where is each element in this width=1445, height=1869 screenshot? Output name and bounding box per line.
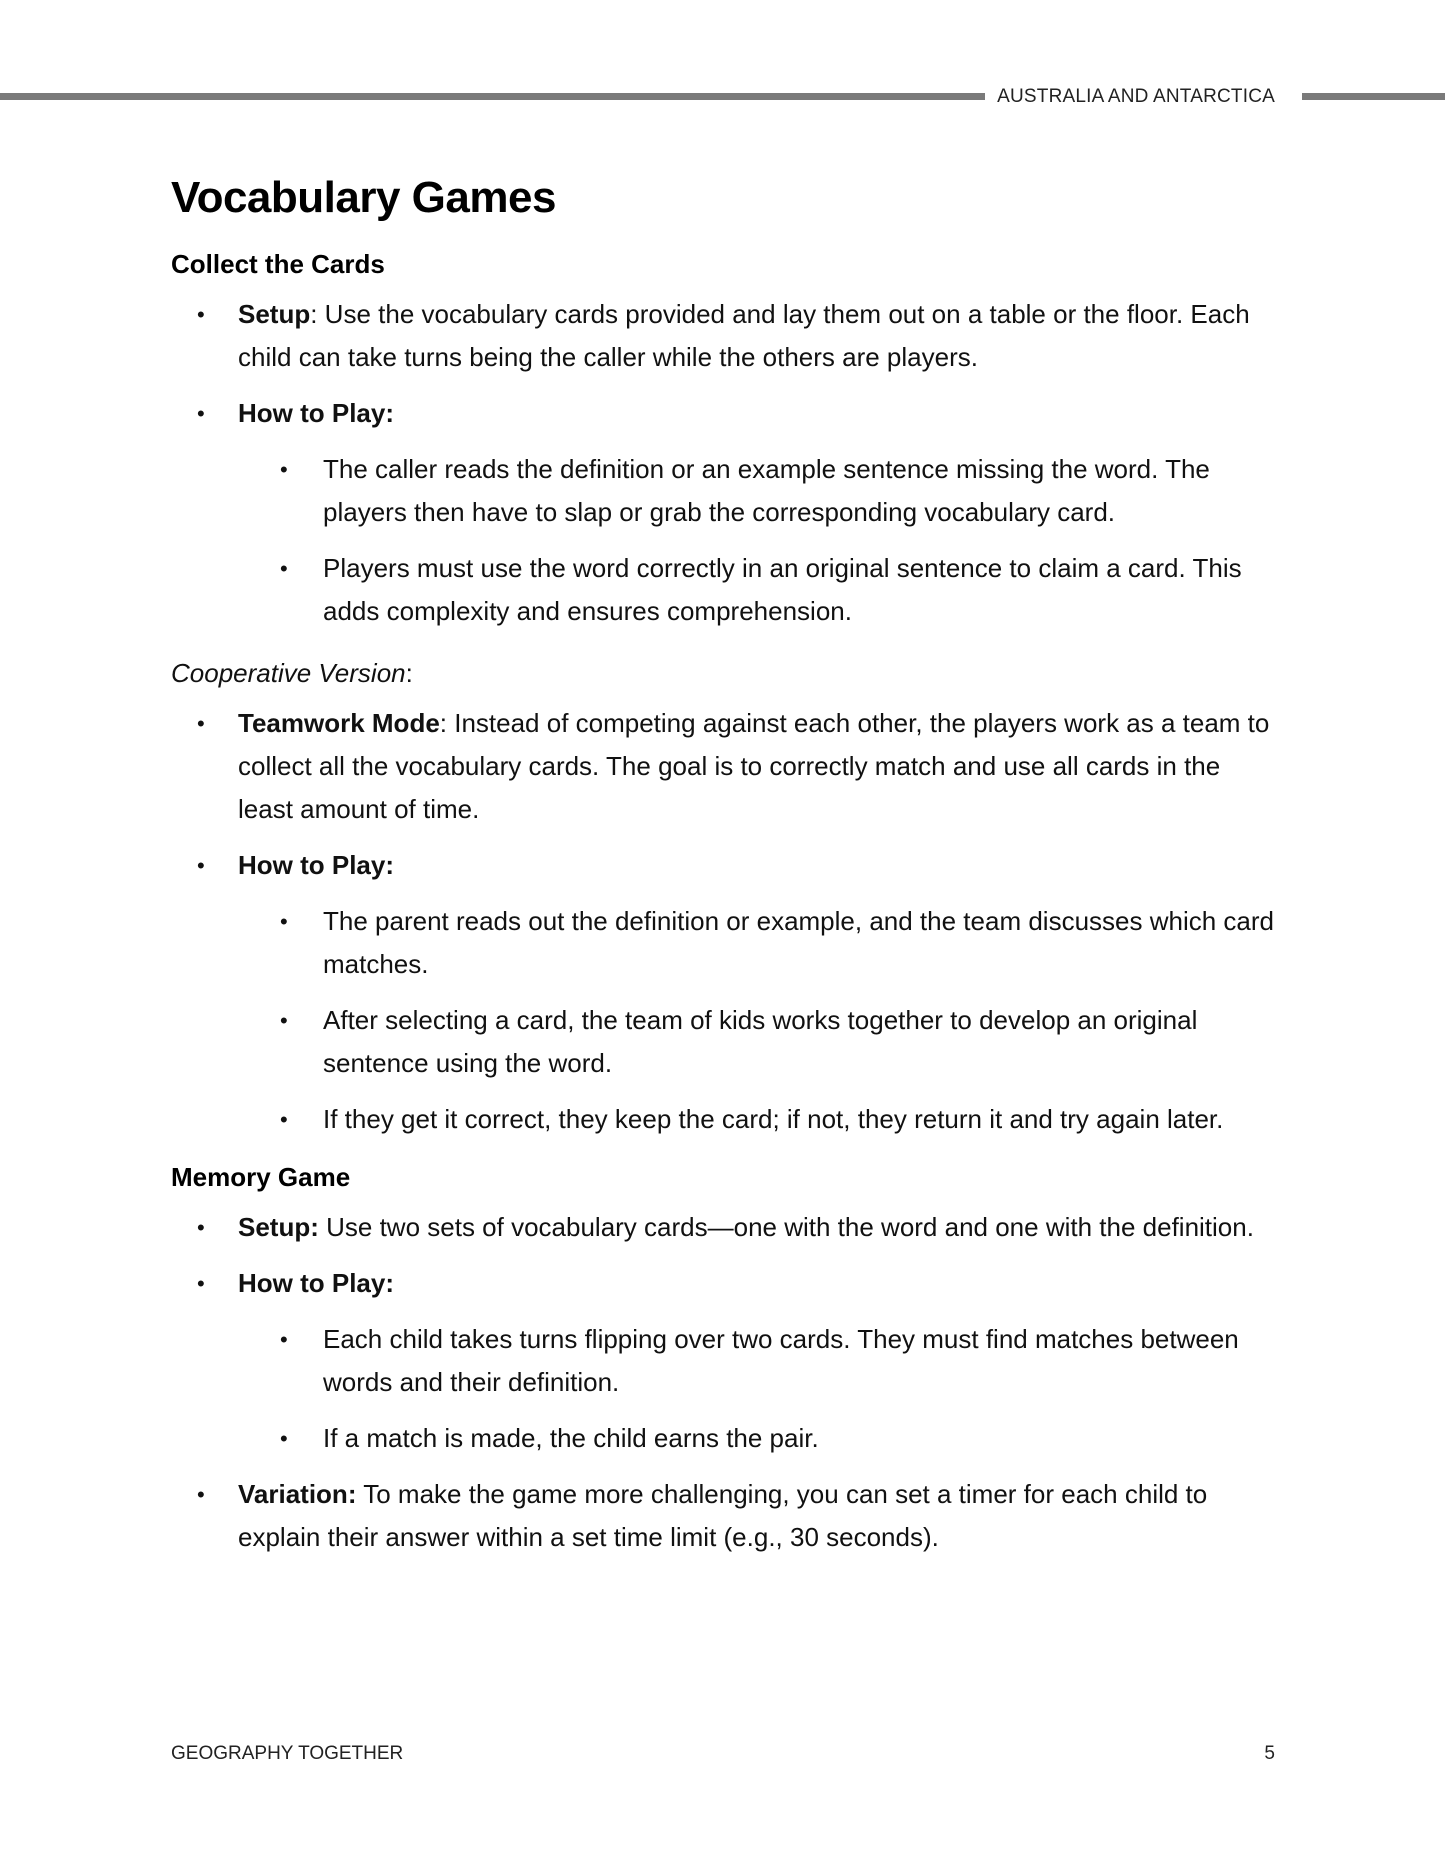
memory-howto-step-text: Each child takes turns flipping over two cards. They must find matches between words and their definition. [323,1324,1239,1397]
header-rule-left [0,93,985,100]
bullet: • [280,1107,288,1132]
header-rule-right [1302,93,1445,100]
bullet: • [280,556,288,581]
footer-page-number: 5 [1264,1743,1275,1764]
coop-howto-step-text: After selecting a card, the team of kids works together to develop an original sentence using the word. [323,1005,1198,1078]
bullet: • [197,711,205,736]
collect-setup-item [171,293,1276,379]
memory-variation-label: Variation: [238,1479,357,1509]
coop-howto-step [171,900,1276,986]
bullet: • [280,457,288,482]
coop-teamwork-item [171,702,1276,831]
bullet: • [197,1271,205,1296]
footer-book-title: GEOGRAPHY TOGETHER [171,1743,404,1764]
header-section-title: AUSTRALIA AND ANTARCTICA [997,86,1275,107]
collect-howto-label: How to Play: [238,398,395,428]
bullet: • [197,1215,205,1240]
coop-howto-step [171,999,1276,1085]
memory-howto-item [171,1262,1276,1305]
bullet: • [280,1327,288,1352]
memory-howto-step [171,1318,1276,1404]
bullet: • [280,1008,288,1033]
memory-setup-item [171,1206,1276,1249]
collect-setup-text: : Use the vocabulary cards provided and lay them out on a table or the floor. Each child can take turns being the caller while the others are players. [238,299,1250,372]
collect-howto-item [171,392,1276,435]
collect-howto-step [171,547,1276,633]
page-content [171,170,1276,1559]
memory-setup-text: Use two sets of vocabulary cards—one with the word and one with the definition. [318,1212,1254,1242]
coop-heading-text: Cooperative Version [171,658,406,688]
collect-setup-label: Setup [238,299,311,329]
memory-howto-step [171,1417,1276,1460]
coop-howto-step-text: If they get it correct, they keep the card; if not, they return it and try again later. [323,1104,1224,1134]
memory-variation-item [171,1473,1276,1559]
coop-howto-step-text: The parent reads out the definition or example, and the team discusses which card matches. [323,906,1274,979]
memory-variation-text: To make the game more challenging, you can set a timer for each child to explain their answer within a set time limit (e.g., 30 seconds). [238,1479,1208,1552]
coop-teamwork-text: : Instead of competing against each other, the players work as a team to collect all the vocabulary cards. The goal is to correctly match and use all cards in the least amount of time. [238,708,1270,824]
bullet: • [197,853,205,878]
collect-howto-step [171,448,1276,534]
collect-howto-step-text: The caller reads the definition or an example sentence missing the word. The players then have to slap or grab the corresponding vocabulary card. [323,454,1210,527]
collect-heading: Collect the Cards [171,249,385,279]
bullet: • [197,1482,205,1507]
memory-heading: Memory Game [171,1162,351,1192]
page-title: Vocabulary Games [171,173,556,222]
coop-howto-item [171,844,1276,887]
coop-howto-label: How to Play: [238,850,395,880]
memory-setup-label: Setup: [238,1212,319,1242]
coop-teamwork-label: Teamwork Mode [238,708,440,738]
bullet: • [280,1426,288,1451]
collect-howto-step-text: Players must use the word correctly in an original sentence to claim a card. This adds complexity and ensures comprehension. [323,553,1242,626]
coop-heading-colon: : [405,658,413,688]
bullet: • [280,909,288,934]
bullet: • [197,401,205,426]
bullet: • [197,302,205,327]
memory-howto-step-text: If a match is made, the child earns the pair. [323,1423,819,1453]
memory-howto-label: How to Play: [238,1268,395,1298]
coop-howto-step [171,1098,1276,1141]
coop-heading [171,657,1276,689]
